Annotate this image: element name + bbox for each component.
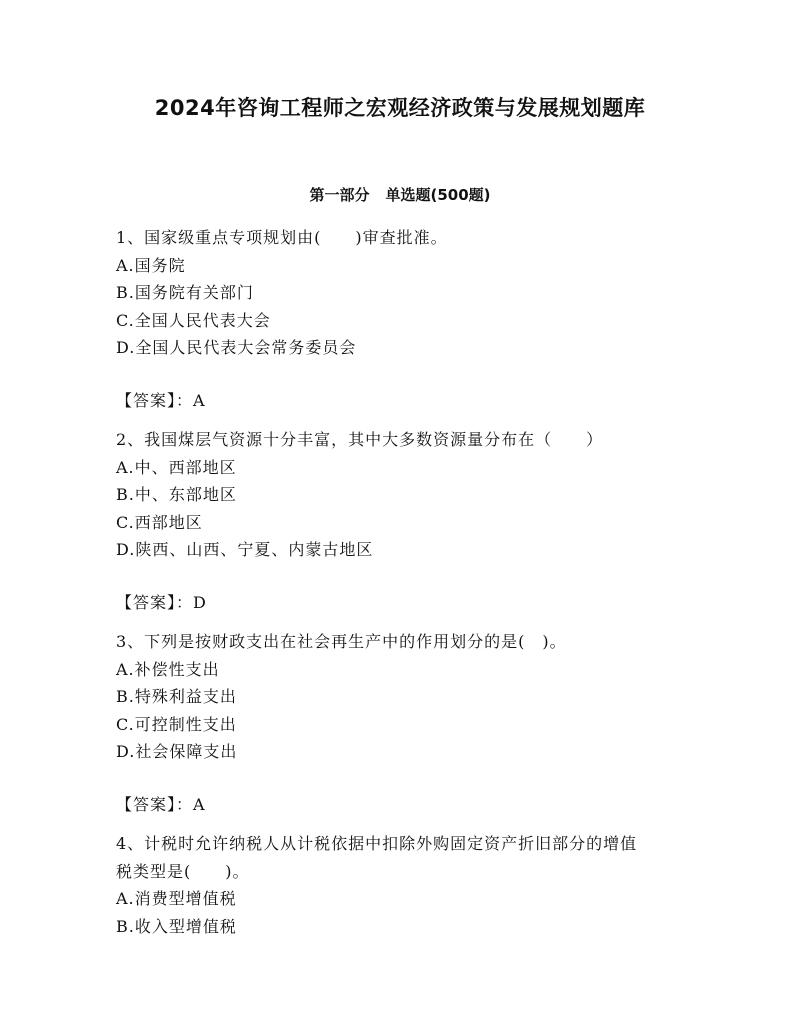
option-c: C.可控制性支出 [116, 714, 237, 734]
option-a: A.补偿性支出 [116, 659, 220, 679]
option-d: D.陕西、山西、宁夏、内蒙古地区 [116, 540, 374, 559]
option-a: A.国务院 [116, 255, 186, 275]
option-a: A.消费型增值税 [116, 889, 237, 908]
question-4 [116, 830, 696, 940]
section-type-label: 单选题(500题) [385, 186, 491, 204]
question-stem: 1、国家级重点专项规划由( )审查批准。 [116, 228, 448, 247]
question-3 [116, 628, 696, 818]
question-stem-line-1: 4、计税时允许纳税人从计税依据中扣除外购固定资产折旧部分的增值 [116, 834, 638, 853]
answer-line: 【答案】：D [116, 592, 207, 612]
option-c: C.全国人民代表大会 [116, 310, 271, 330]
option-a: A.中、西部地区 [116, 457, 237, 477]
question-1 [116, 224, 696, 414]
answer-line: 【答案】：A [116, 794, 206, 814]
option-b: B.中、东部地区 [116, 485, 237, 504]
section-heading [0, 184, 800, 205]
question-2 [116, 426, 696, 616]
option-d: D.社会保障支出 [116, 742, 238, 761]
option-d: D.全国人民代表大会常务委员会 [116, 338, 357, 357]
question-stem: 2、我国煤层气资源十分丰富，其中大多数资源量分布在（ ） [116, 430, 604, 449]
option-c: C.西部地区 [116, 512, 203, 532]
option-b: B.特殊利益支出 [116, 687, 237, 706]
option-b: B.国务院有关部门 [116, 283, 254, 302]
question-stem-line-2: 税类型是( )。 [116, 861, 250, 881]
question-list [116, 224, 696, 940]
option-b: B.收入型增值税 [116, 916, 237, 936]
question-stem: 3、下列是按财政支出在社会再生产中的作用划分的是( )。 [116, 632, 567, 651]
document-title: 2024年咨询工程师之宏观经济政策与发展规划题库 [154, 96, 646, 120]
answer-line: 【答案】：A [116, 390, 206, 410]
section-part-label: 第一部分 [309, 186, 370, 204]
